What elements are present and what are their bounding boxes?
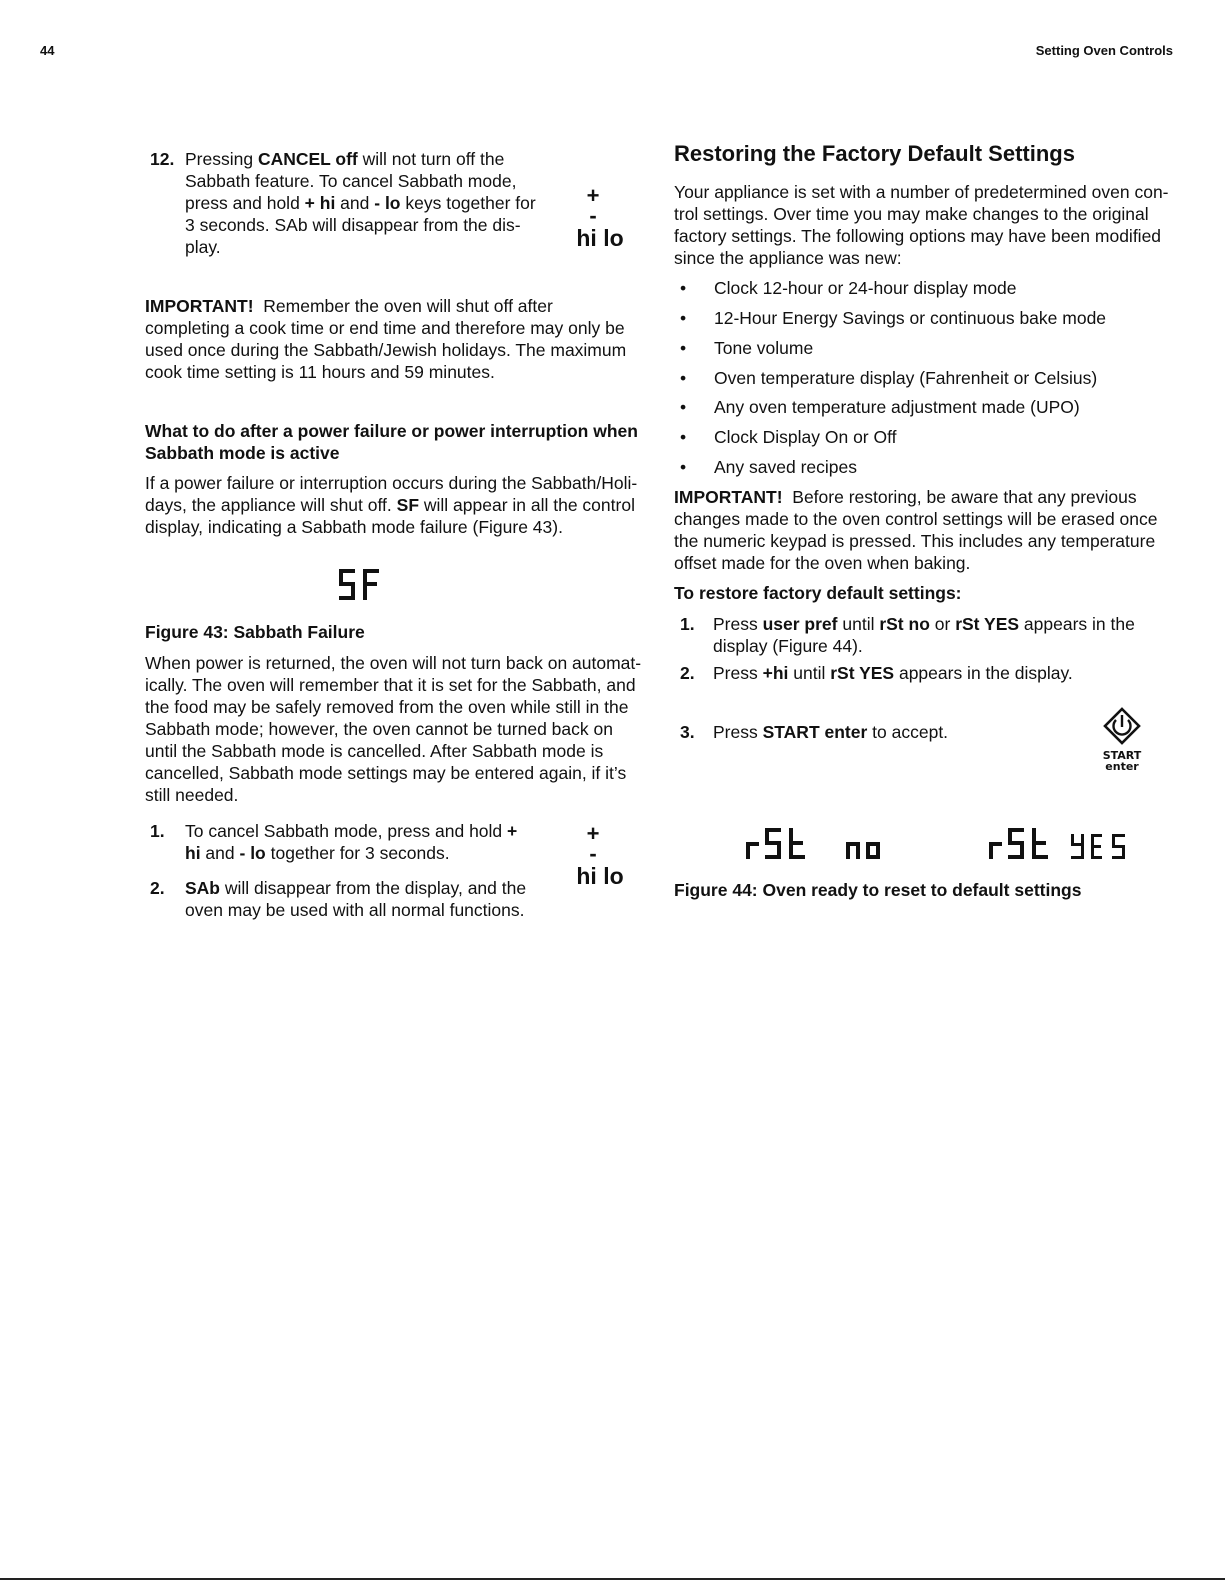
- power-return-paragraph: When power is returned, the oven will not turn back on automat- ically. The oven will remember that it is set for the Sabbath, and the food may be safely removed from the oven while still in the Sabbath mode; however, the oven cannot be turned back on until the Sabbath mode is cancelled. After Sabbath mode is cancelled, Sabbath mode settings may be entered again, if it’s still needed.: [145, 653, 642, 805]
- sf-display-figure: [336, 565, 386, 605]
- list-item: Any saved recipes: [714, 457, 857, 477]
- list-item: Oven temperature display (Fahrenheit or Celsius): [714, 368, 1098, 388]
- hi-lo-keys: [568, 183, 632, 251]
- figure-43-caption: Figure 43: Sabbath Failure: [145, 622, 365, 642]
- rst-no-display: [742, 824, 892, 864]
- figure-44-caption: Figure 44: Oven ready to reset to default settings: [674, 880, 1082, 900]
- start-label: START: [1102, 749, 1142, 762]
- restore-steps-heading: To restore factory default settings:: [674, 583, 962, 603]
- plus-minus-symbols: + -: [586, 183, 628, 228]
- hi-lo-label: hi lo: [576, 225, 624, 251]
- power-failure-paragraph: If a power failure or interruption occurs during the Sabbath/Holi- days, the appliance will shut off. SF will appear in all the control display, indicating a Sabbath mode failure (Figure 43).: [145, 473, 638, 537]
- start-icon: [1102, 707, 1142, 745]
- section-title: Setting Oven Controls: [1035, 43, 1173, 58]
- page-bottom-rule: [0, 1578, 1225, 1580]
- step-number: 12.: [150, 149, 175, 169]
- power-failure-heading: What to do after a power failure or power interruption when Sabbath mode is active: [145, 421, 638, 463]
- list-item: 12-Hour Energy Savings or continuous bake mode: [714, 308, 1107, 328]
- list-item: Clock 12-hour or 24-hour display mode: [714, 278, 1017, 298]
- list-item: Clock Display On or Off: [714, 427, 897, 447]
- rst-yes-display: [985, 824, 1135, 864]
- enter-label: enter: [1105, 760, 1139, 773]
- list-item: Tone volume: [714, 338, 814, 358]
- page-number: 44: [40, 43, 55, 58]
- hi-lo-keys-2: + - hi lo: [576, 821, 628, 889]
- important-note-sabbath: IMPORTANT! Remember the oven will shut off after completing a cook time or end time and therefore may only be used once during the Sabbath/Jewish holidays. The maximum cook time setting is 11 hours and 59 minutes.: [145, 296, 627, 382]
- restore-heading: Restoring the Factory Default Settings: [674, 141, 1075, 166]
- step-12-text: Pressing CANCEL off will not turn off the Sabbath feature. To cancel Sabbath mode, press and hold + hi and - lo keys together for 3 seconds. SAb will disappear from the dis- play.: [185, 149, 536, 257]
- important-note-restore: IMPORTANT! Before restoring, be aware that any previous changes made to the oven control settings will be erased once the numeric keypad is pressed. This includes any temperature offset made for the oven when baking.: [674, 487, 1158, 573]
- start-enter-key: [1098, 707, 1146, 772]
- restore-intro: Your appliance is set with a number of predetermined oven con- trol settings. Over time you may make changes to the original factory settings. The following options may have been modified since the appliance was new:: [674, 182, 1169, 268]
- list-item: Any oven temperature adjustment made (UPO): [714, 397, 1080, 417]
